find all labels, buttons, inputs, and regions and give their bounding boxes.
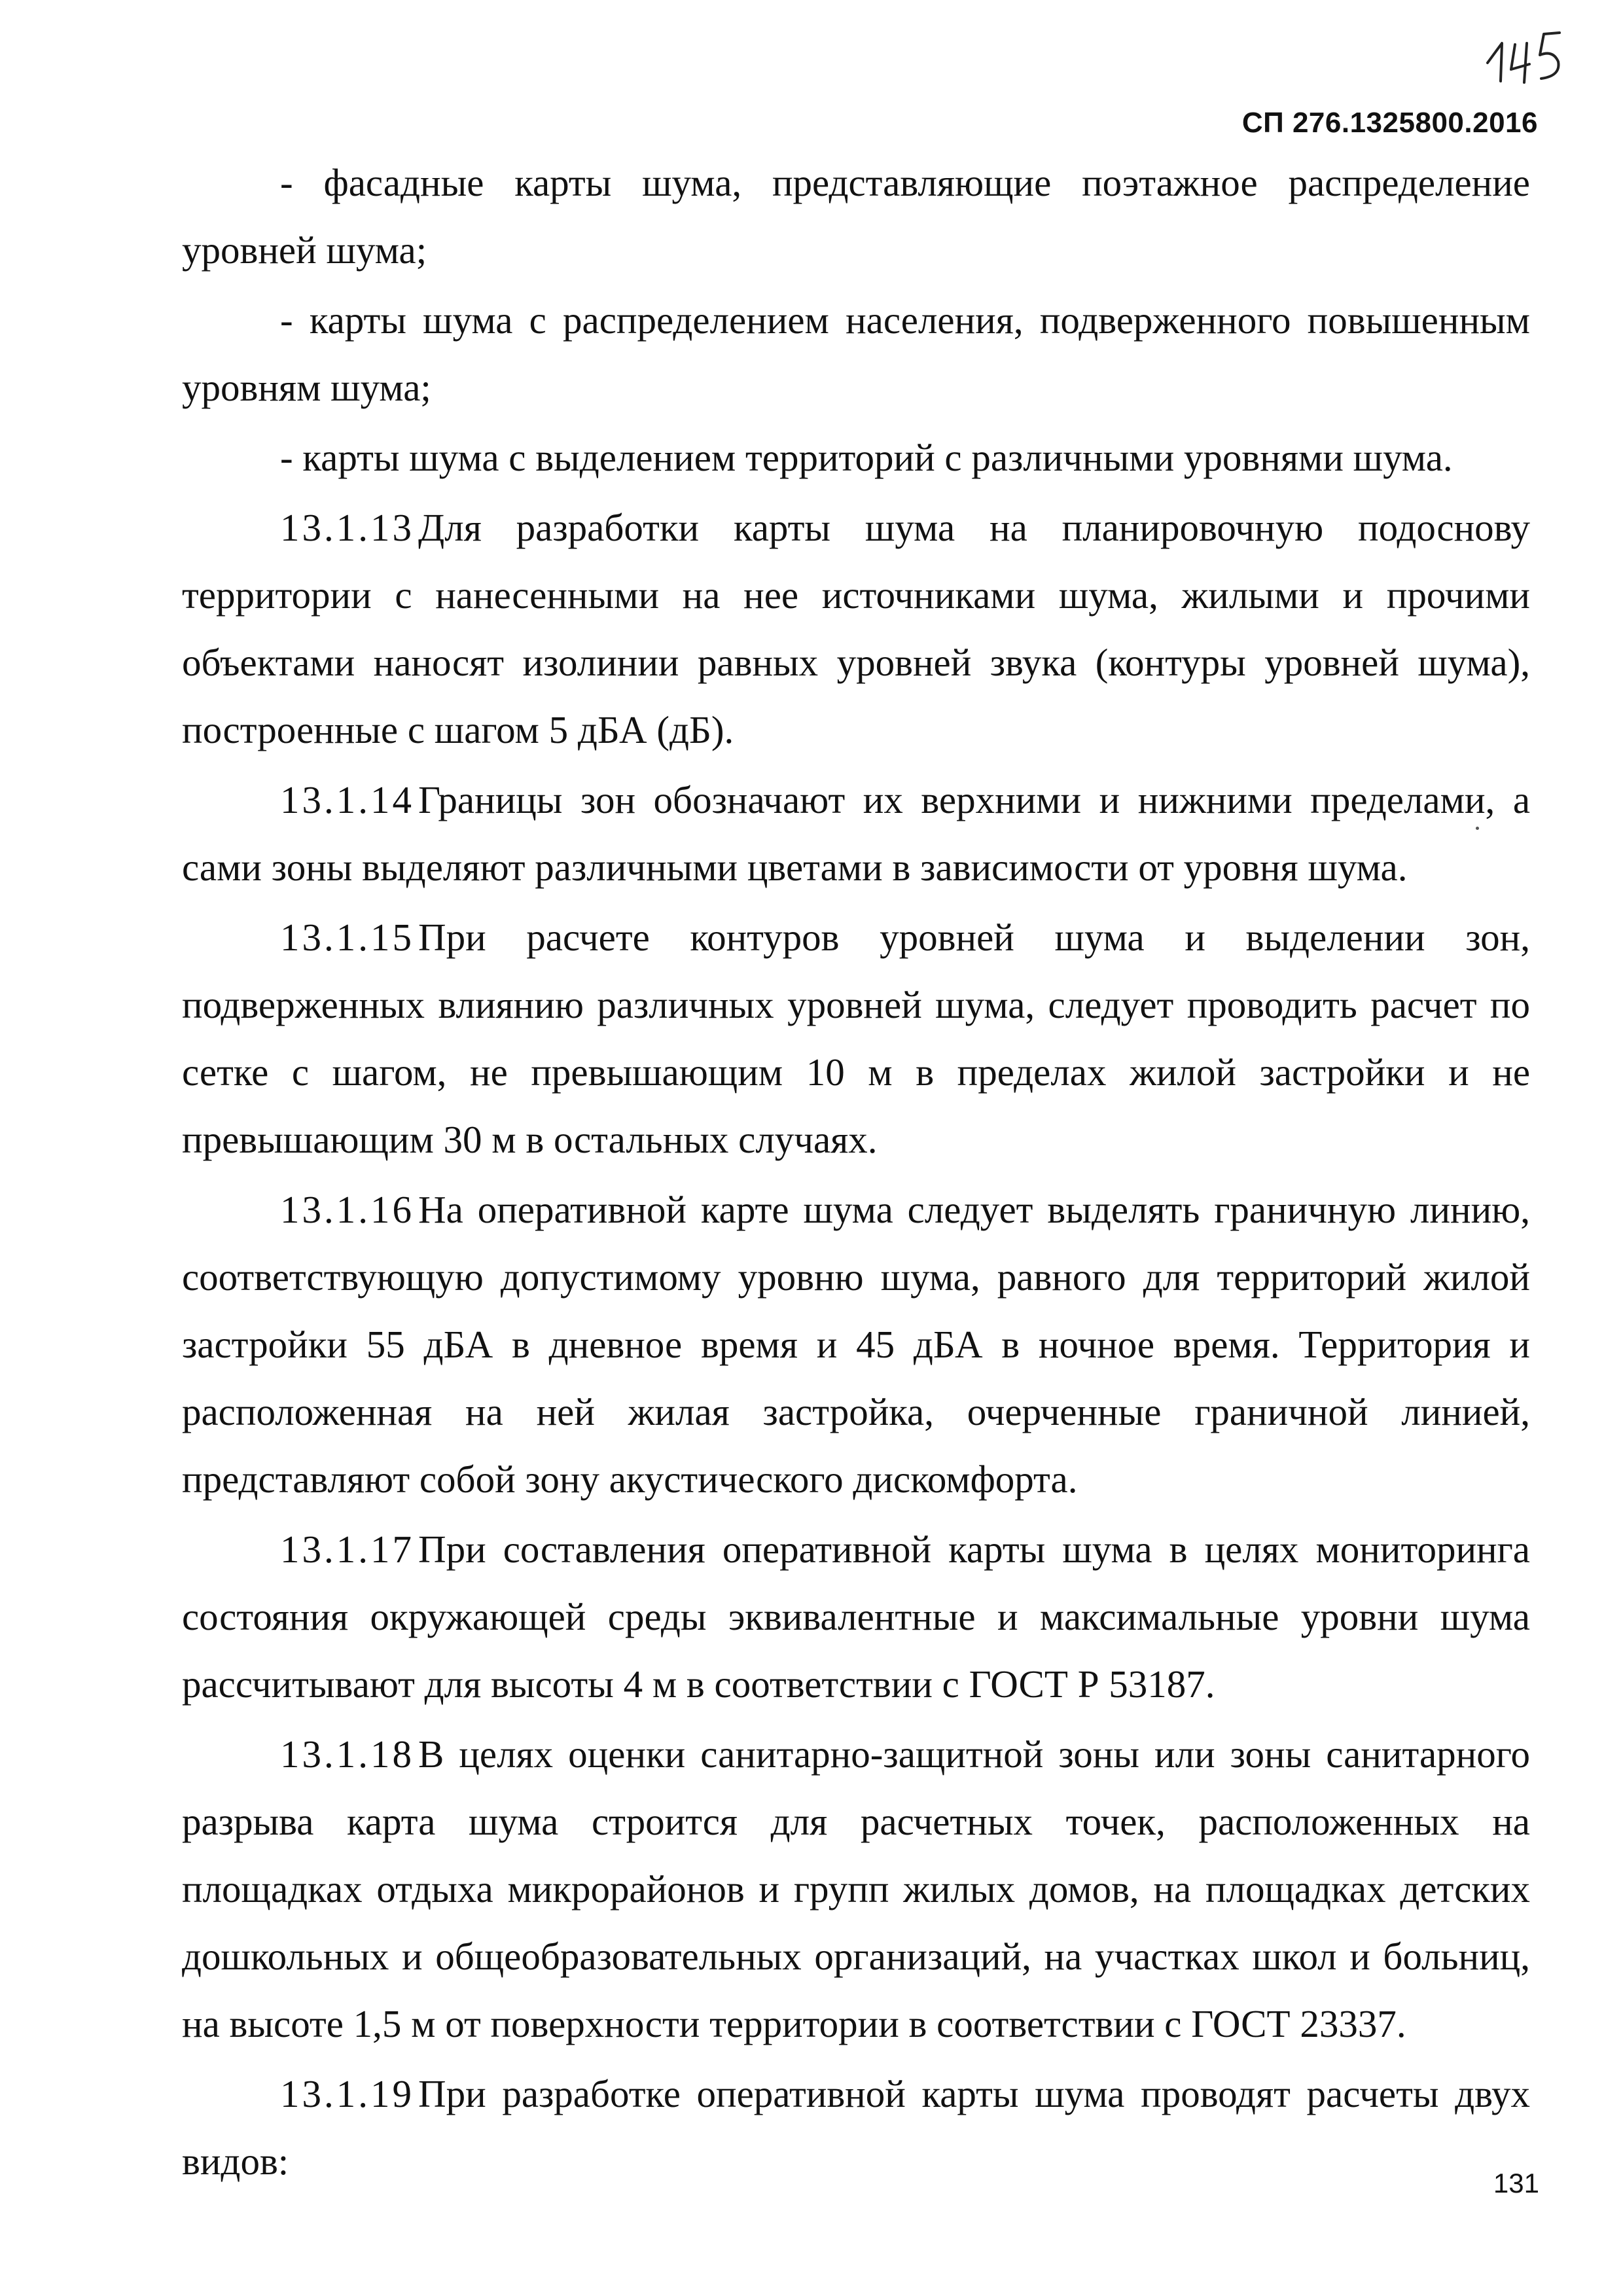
clause-number: 13.1.15	[280, 916, 414, 959]
clause-number: 13.1.13	[280, 506, 414, 549]
paragraph-text: При разработке оперативной карты шума проводят расчеты двух видов:	[182, 2072, 1530, 2183]
handwritten-page-number	[1476, 24, 1574, 89]
paragraph	[182, 766, 1530, 901]
paragraph-text: При составления оперативной карты шума в целях мониторинга состояния окружающей среды эквивалентные и максимальные уровни шума рассчитывают для высоты 4 м в соответствии с ГОСТ Р 53187.	[182, 1528, 1530, 1706]
page-number: 131	[1493, 2168, 1539, 2198]
paragraph	[182, 1721, 1530, 2058]
clause-number: 13.1.17	[280, 1528, 414, 1571]
body-text	[182, 149, 1530, 2195]
paragraph	[182, 2060, 1530, 2195]
paragraph	[182, 424, 1530, 492]
paragraph-text: При расчете контуров уровней шума и выделении зон, подверженных влиянию различных уровней шума, следует проводить расчет по сетке с шагом, не превышающим 10 м в пределах жилой застройки и не превышающим 30 м в остальных случаях.	[182, 916, 1530, 1161]
clause-number: 13.1.18	[280, 1732, 414, 1776]
document-code: СП 276.1325800.2016	[1241, 107, 1538, 139]
paragraph-text: Границы зон обозначают их верхними и нижними пределами, а сами зоны выделяют различными цветами в зависимости от уровня шума.	[182, 778, 1530, 889]
paragraph-text: - карты шума с распределением населения, подверженного повышенным уровням шума;	[182, 298, 1530, 409]
paragraph-text: В целях оценки санитарно-защитной зоны или зоны санитарного разрыва карта шума строится для расчетных точек, расположенных на площадках отдыха микрорайонов и групп жилых домов, на площадках детских дошкольных и общеобразовательных организаций, на участках школ и больниц, на высоте 1,5 м от поверхности территории в соответствии с ГОСТ 23337.	[182, 1732, 1530, 2045]
paragraph-text: На оперативной карте шума следует выделять граничную линию, соответствующую допустимому уровню шума, равного для территорий жилой застройки 55 дБА в дневное время и 45 дБА в ночное время. Территория и расположенная на ней жилая застройка, очерченные граничной линией, представляют собой зону акустического дискомфорта.	[182, 1188, 1530, 1501]
paragraph	[182, 1516, 1530, 1718]
paragraph	[182, 287, 1530, 422]
paragraph	[182, 1176, 1530, 1513]
clause-number: 13.1.19	[280, 2072, 414, 2115]
paragraph-text: - карты шума с выделением территорий с различными уровнями шума.	[280, 436, 1453, 479]
clause-number: 13.1.14	[280, 778, 414, 821]
paragraph	[182, 149, 1530, 284]
paragraph	[182, 904, 1530, 1174]
clause-number: 13.1.16	[280, 1188, 414, 1231]
paragraph-text: - фасадные карты шума, представляющие поэтажное распределение уровней шума;	[182, 161, 1530, 272]
paragraph-text: Для разработки карты шума на планировочную подоснову территории с нанесенными на нее источниками шума, жилыми и прочими объектами наносят изолинии равных уровней звука (контуры уровней шума), построенные с шагом 5 дБА (дБ).	[182, 506, 1530, 751]
scan-speck	[1476, 827, 1479, 830]
paragraph	[182, 494, 1530, 764]
